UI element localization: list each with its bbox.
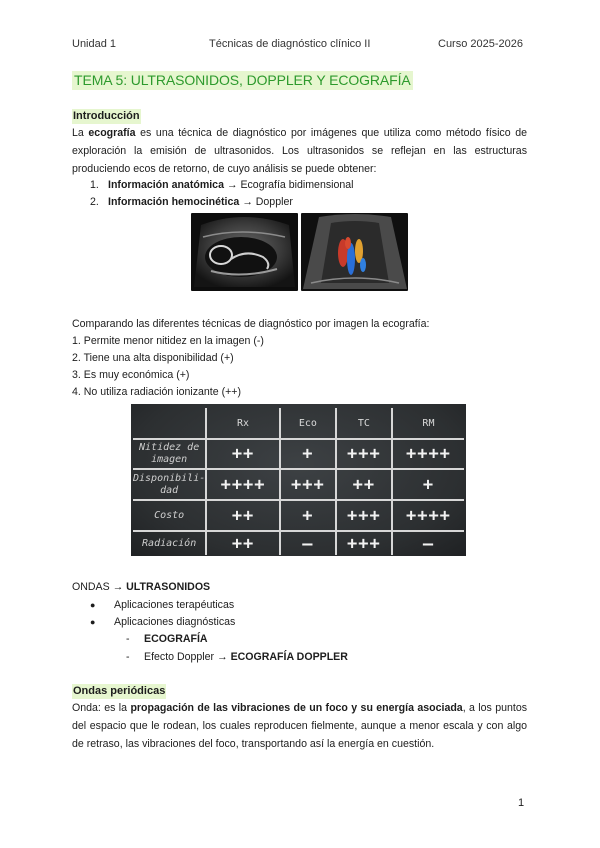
list-item: 1. Información anatómica → Ecografía bidimensional [90, 179, 354, 191]
table-cell: ++ [206, 500, 280, 531]
comparison-item: 4. No utiliza radiación ionizante (++) [72, 386, 242, 398]
table-cell: ++ [336, 469, 392, 500]
comparison-item: 2. Tiene una alta disponibilidad (+) [72, 352, 234, 364]
table-row-label: Radiación [133, 531, 206, 555]
section-heading-intro: Introducción [73, 110, 140, 122]
table-cell: +++ [280, 469, 336, 500]
table-header-cell: Eco [280, 408, 336, 439]
doppler-image [301, 213, 408, 291]
table-header-cell: RM [392, 408, 464, 439]
table-cell: + [280, 500, 336, 531]
dash-icon: - [126, 633, 130, 645]
table-cell: ++++ [392, 500, 464, 531]
intro-paragraph: La ecografía es una técnica de diagnóstico por imágenes que utiliza como método físico de exploración la emisión de ultrasonidos. Los ultrasonidos se reflejan en las estructuras produciendo ecos de retorno, de cuyo análisis se puede obtener: [72, 127, 528, 175]
comparison-item: 1. Permite menor nitidez en la imagen (-) [72, 335, 264, 347]
table-header-cell: Rx [206, 408, 280, 439]
table-cell: +++ [336, 531, 392, 555]
table-row-label: Nitidez de imagen [133, 439, 206, 469]
table-header-cell [133, 408, 206, 439]
comparison-item: 3. Es muy económica (+) [72, 369, 190, 381]
table-cell: – [280, 531, 336, 555]
header-year: Curso 2025-2026 [438, 38, 524, 50]
list-item: 2. Información hemocinética → Doppler [90, 196, 293, 208]
table-cell: ++++ [392, 439, 464, 469]
page-number: 1 [518, 797, 525, 809]
table-cell: ++ [206, 531, 280, 555]
sub-bullet-item: - Efecto Doppler → ECOGRAFÍA DOPPLER [126, 651, 348, 663]
page-title: TEMA 5: ULTRASONIDOS, DOPPLER Y ECOGRAFÍA [74, 72, 411, 88]
ultrasound-image [191, 213, 298, 291]
table-cell: +++ [336, 500, 392, 531]
comparison-lead: Comparando las diferentes técnicas de diagnóstico por imagen la ecografía: [72, 318, 430, 330]
table-cell: – [392, 531, 464, 555]
section-heading-periodic-waves: Ondas periódicas [73, 685, 166, 697]
table-cell: +++ [336, 439, 392, 469]
table-cell: ++++ [206, 469, 280, 500]
periodic-waves-paragraph: Onda: es la propagación de las vibraciones de un foco y su energía asociada, a los puntos del espacio que le rodean, los cuales reproducen fielmente, aunque a menor escala y con algo de retraso, las vibraciones del foco, transportando así la energía en cuestión. [72, 702, 528, 750]
table-cell: ++ [206, 439, 280, 469]
bullet-icon: ● [90, 617, 96, 627]
table-row-label: Disponibili-dad [133, 469, 206, 500]
header-unit: Unidad 1 [72, 38, 117, 50]
table-header-cell: TC [336, 408, 392, 439]
sub-bullet-item: - ECOGRAFÍA [126, 633, 208, 645]
bullet-icon: ● [90, 600, 96, 610]
bullet-item: ● Aplicaciones diagnósticas [90, 616, 236, 628]
table-cell: + [280, 439, 336, 469]
ondas-lead: ONDAS → ULTRASONIDOS [72, 581, 211, 593]
table-row-label: Costo [133, 500, 206, 531]
comparison-chalkboard-table [131, 404, 466, 556]
bullet-item: ● Aplicaciones terapéuticas [90, 599, 235, 611]
table-cell: + [392, 469, 464, 500]
dash-icon: - [126, 651, 130, 663]
header-course-title: Técnicas de diagnóstico clínico II [209, 38, 371, 50]
